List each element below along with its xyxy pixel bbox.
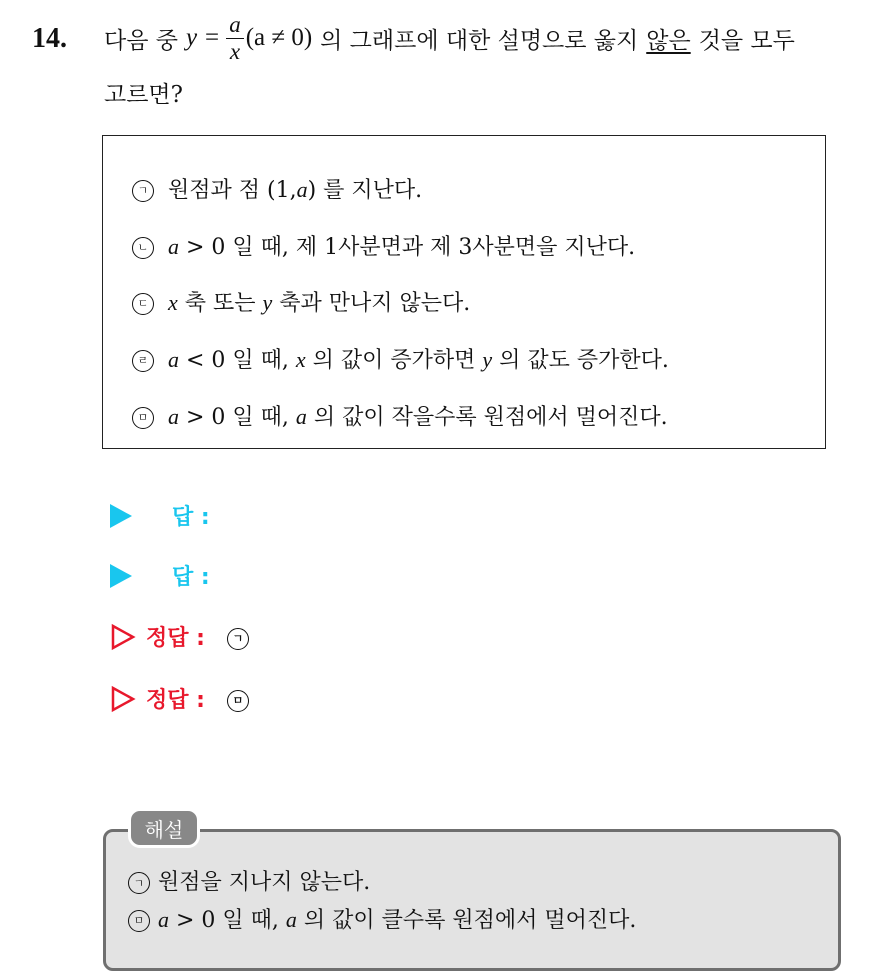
question-text-before: 다음 중 — [104, 27, 178, 54]
text-segment: 원점을 지나지 않는다. — [158, 870, 371, 895]
circled-letter-mark: ㄱ — [227, 628, 249, 650]
math-variable: a — [168, 347, 179, 372]
question-line-2: 고르면? — [104, 82, 183, 108]
math-variable: a — [296, 177, 308, 202]
correct-answer-value — [227, 623, 249, 650]
text-segment: ) 를 지난다. — [307, 178, 423, 203]
option-item-text — [168, 402, 668, 433]
equation-fraction — [226, 13, 244, 64]
option-item-text — [168, 232, 635, 263]
correct-answer-label: 정답 : — [146, 626, 205, 651]
answer-row-1 — [110, 500, 210, 531]
text-segment: < 0 일 때, — [179, 348, 296, 373]
explanation-box — [103, 829, 841, 971]
explanation-line — [128, 905, 636, 936]
circled-letter-mark: ㄴ — [132, 237, 154, 259]
math-variable: y — [482, 347, 493, 372]
option-item-text — [168, 288, 470, 319]
correct-answer-label: 정답 : — [146, 688, 205, 713]
option-item-text — [168, 175, 422, 206]
text-segment: 축 또는 — [177, 291, 263, 316]
circled-letter-mark: ㅁ — [227, 690, 249, 712]
option-item — [132, 288, 470, 319]
circled-letter-mark: ㄱ — [128, 872, 150, 894]
math-variable: a — [285, 907, 297, 932]
text-segment: 의 값이 증가하면 — [305, 348, 483, 373]
answer-row-2 — [110, 560, 210, 591]
question-number: 14. — [32, 23, 67, 54]
math-variable: x — [168, 290, 178, 315]
option-item — [132, 402, 668, 433]
math-variable: x — [295, 347, 306, 372]
math-variable: a — [158, 907, 169, 932]
text-segment: 의 값이 클수록 원점에서 멀어진다. — [296, 908, 637, 933]
equation-lhs: y = — [185, 24, 221, 51]
explanation-line-text — [158, 868, 370, 898]
explanation-line — [128, 868, 370, 898]
math-variable: a — [295, 404, 307, 429]
option-item — [132, 232, 635, 263]
math-variable: a — [168, 404, 179, 429]
option-item-text — [168, 345, 669, 376]
equation-condition: (a ≠ 0) — [245, 24, 313, 51]
fraction-denominator: x — [229, 38, 241, 64]
text-segment: 의 값이 작을수록 원점에서 멀어진다. — [306, 405, 668, 430]
circled-letter-mark: ㄹ — [132, 350, 154, 372]
explanation-tag: 해설 — [128, 808, 200, 848]
circled-letter-mark: ㄷ — [132, 293, 154, 315]
answer-label: 답 : — [172, 505, 210, 530]
text-segment: 축과 만나지 않는다. — [272, 291, 471, 316]
play-arrow-icon — [110, 504, 132, 528]
question-text-after: 의 그래프에 대한 설명으로 옳지 — [320, 27, 639, 54]
question-line-1 — [104, 8, 795, 68]
option-item — [132, 175, 422, 206]
circled-letter-mark: ㅁ — [132, 407, 154, 429]
math-variable: y — [262, 290, 273, 315]
outline-arrow-icon — [110, 623, 136, 651]
explanation-line-text — [158, 905, 636, 936]
math-variable: a — [168, 234, 179, 259]
correct-answer-row-2 — [110, 683, 249, 714]
correct-answer-value — [227, 685, 249, 712]
answer-label: 답 : — [172, 565, 210, 590]
play-arrow-icon — [110, 564, 132, 588]
question-underlined-word: 않은 — [646, 27, 691, 54]
text-segment: > 0 일 때, 제 1사분면과 제 3사분면을 지난다. — [179, 235, 636, 260]
outline-arrow-icon — [110, 685, 136, 713]
question-text-end: 것을 모두 — [698, 27, 795, 54]
option-item — [132, 345, 669, 376]
fraction-numerator: a — [226, 13, 244, 39]
text-segment: 의 값도 증가한다. — [492, 348, 669, 373]
text-segment: 원점과 점 (1, — [168, 178, 297, 203]
circled-letter-mark: ㅁ — [128, 910, 150, 932]
correct-answer-row-1 — [110, 621, 249, 652]
circled-letter-mark: ㄱ — [132, 180, 154, 202]
text-segment: > 0 일 때, — [169, 908, 286, 933]
text-segment: > 0 일 때, — [179, 405, 296, 430]
